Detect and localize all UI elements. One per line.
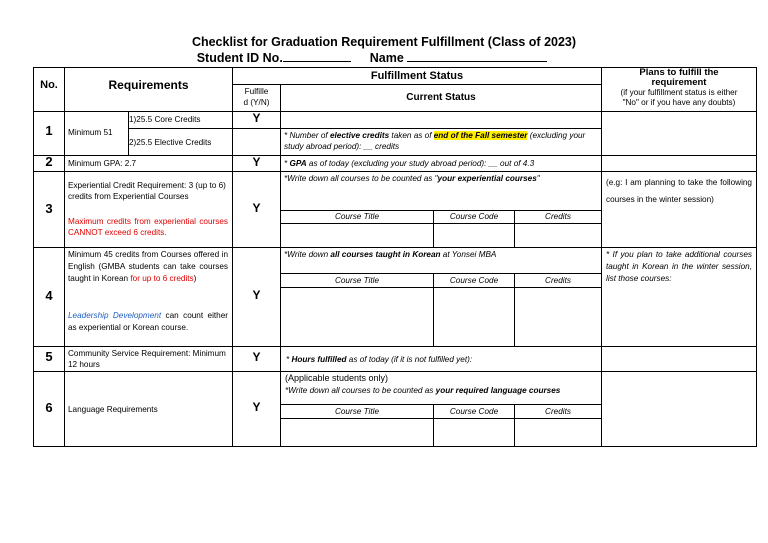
row-1-status-b: elective credits <box>329 131 390 140</box>
row-5-status-c: as of today (if it is not fulfilled yet): <box>346 355 473 364</box>
student-id-field[interactable] <box>283 50 351 62</box>
row-4-course-title-input[interactable] <box>281 288 433 346</box>
row-3-text: Experiential Credit Requirement: 3 (up to 6) credits from Experiential Courses <box>68 181 226 201</box>
row-3-course-title-input[interactable] <box>281 224 433 246</box>
row-4-course-code-header: Course Code <box>449 276 499 285</box>
header-plans-note-line1: (if your fulfillment status is either <box>620 88 738 97</box>
row-4-note <box>68 310 228 334</box>
row-1-number: 1 <box>45 125 53 136</box>
row-1-status-d: (excluding your study abroad period): __ credits <box>284 131 586 151</box>
student-info-line <box>0 50 756 66</box>
row-2-status-c: as of today (excluding your study abroad period): __ out of 4.3 <box>306 159 535 168</box>
row-3-credits-header: Credits <box>545 212 571 221</box>
row-3-course-title-header: Course Title <box>334 212 380 221</box>
header-plans-note-line2: "No" or if you have any doubts) <box>622 98 736 107</box>
row-4-text-a: Minimum 45 credits from Courses offered in English (GMBA students can take courses taught in Korean <box>68 250 228 283</box>
row-6-course-code-input[interactable] <box>434 419 514 446</box>
row-4-fulfilled[interactable]: Y <box>252 290 261 301</box>
row-3-status-a: *Write down all courses to be counted as " <box>284 174 438 183</box>
row-1-fulfilled[interactable]: Y <box>252 113 261 124</box>
row-5-fulfilled[interactable]: Y <box>252 352 261 363</box>
row-4-status-c: at Yonsei MBA <box>440 250 497 259</box>
row-2-label: Minimum GPA: 2.7 <box>68 159 137 168</box>
row-5-number: 5 <box>45 351 53 362</box>
row-3-course-code-input[interactable] <box>434 224 514 246</box>
row-4-credits-header: Credits <box>545 276 571 285</box>
student-id-label: Student ID No. <box>196 51 283 65</box>
row-6-status[interactable] <box>285 385 599 396</box>
row-1-status-highlight: end of the Fall semester <box>433 131 528 140</box>
row-2-status-a: * <box>284 159 290 168</box>
header-fulfilled-line1: Fulfille <box>244 87 269 96</box>
header-no: No. <box>40 80 58 91</box>
row-6-number: 6 <box>45 402 53 413</box>
row-3-status-c: " <box>536 174 540 183</box>
document-title: Checklist for Graduation Requirement Fulfillment (Class of 2023) <box>191 35 577 49</box>
row-2-status[interactable] <box>284 158 598 169</box>
row-3-credits-input[interactable] <box>515 224 601 246</box>
row-4-status-a: *Write down <box>284 250 331 259</box>
row-4-status[interactable] <box>284 249 598 260</box>
row-1-sub-core: 1)25.5 Core Credits <box>129 115 201 124</box>
row-6-course-title-header: Course Title <box>334 407 380 416</box>
header-requirements: Requirements <box>108 80 189 91</box>
row-5-label: Community Service Requirement: Minimum 12 hours <box>68 349 226 369</box>
row-4-blue-course: Leadership Development <box>68 311 162 320</box>
row-6-course-code-header: Course Code <box>449 407 499 416</box>
row-4-number: 4 <box>45 290 53 301</box>
name-field[interactable] <box>407 50 547 62</box>
header-fulfillment-status: Fulfillment Status <box>370 70 464 82</box>
row-4-course-title-header: Course Title <box>334 276 380 285</box>
row-1-sub-elective: 2)25.5 Elective Credits <box>129 138 212 147</box>
row-4-credits-input[interactable] <box>515 288 601 346</box>
header-current-status: Current Status <box>406 92 476 103</box>
row-5-status-a: * <box>286 355 292 364</box>
row-6-label: Language Requirements <box>68 405 158 414</box>
row-4-text-c: can count either as experiential or Korean course. <box>68 311 228 332</box>
row-4-course-code-input[interactable] <box>434 288 514 346</box>
header-plans-line1: Plans to fulfill the <box>639 67 719 78</box>
row-4-plans[interactable]: * If you plan to take additional courses taught in Korean in the winter session, list those courses: <box>606 250 752 283</box>
name-label: Name <box>369 51 404 65</box>
row-6-credits-header: Credits <box>545 407 571 416</box>
row-1-status-a: * Number of <box>284 131 330 140</box>
row-2-status-b: GPA <box>289 159 307 168</box>
header-fulfilled-line2: d (Y/N) <box>243 98 270 107</box>
header-plans-line2: requirement <box>651 77 707 88</box>
row-4-status-b: all courses taught in Korean <box>330 250 441 259</box>
row-3-status-b: your experiential courses <box>437 174 537 183</box>
row-1-status[interactable] <box>284 130 598 152</box>
row-4-text-red: for up to 6 credits <box>130 274 194 283</box>
row-2-number: 2 <box>45 156 53 167</box>
row-3-course-code-header: Course Code <box>449 212 499 221</box>
row-6-status-a: *Write down all courses to be counted as <box>285 386 436 395</box>
row-3-plans[interactable]: (e.g: I am planning to take the following courses in the winter session) <box>606 178 752 204</box>
row-3-fulfilled[interactable]: Y <box>252 203 261 214</box>
row-6-fulfilled[interactable]: Y <box>252 402 261 413</box>
row-6-status-b: your required language courses <box>435 386 561 395</box>
row-3-red-note: Maximum credits from experiential courses CANNOT exceed 6 credits. <box>68 217 228 237</box>
row-3-number: 3 <box>45 203 53 214</box>
row-4-text <box>68 249 228 285</box>
row-2-fulfilled[interactable]: Y <box>252 157 261 168</box>
row-1-label: Minimum 51 <box>68 128 113 137</box>
row-6-status-top: (Applicable students only) <box>285 373 389 383</box>
row-6-credits-input[interactable] <box>515 419 601 446</box>
row-3-status[interactable] <box>284 173 598 184</box>
header-plans <box>602 67 756 108</box>
header-fulfilled <box>233 86 280 108</box>
row-6-course-title-input[interactable] <box>281 419 433 446</box>
row-1-status-c: taken as of <box>389 131 434 140</box>
row-5-status-b: Hours fulfilled <box>291 355 347 364</box>
row-4-text-b: ) <box>193 274 197 283</box>
row-5-status[interactable] <box>286 354 598 365</box>
